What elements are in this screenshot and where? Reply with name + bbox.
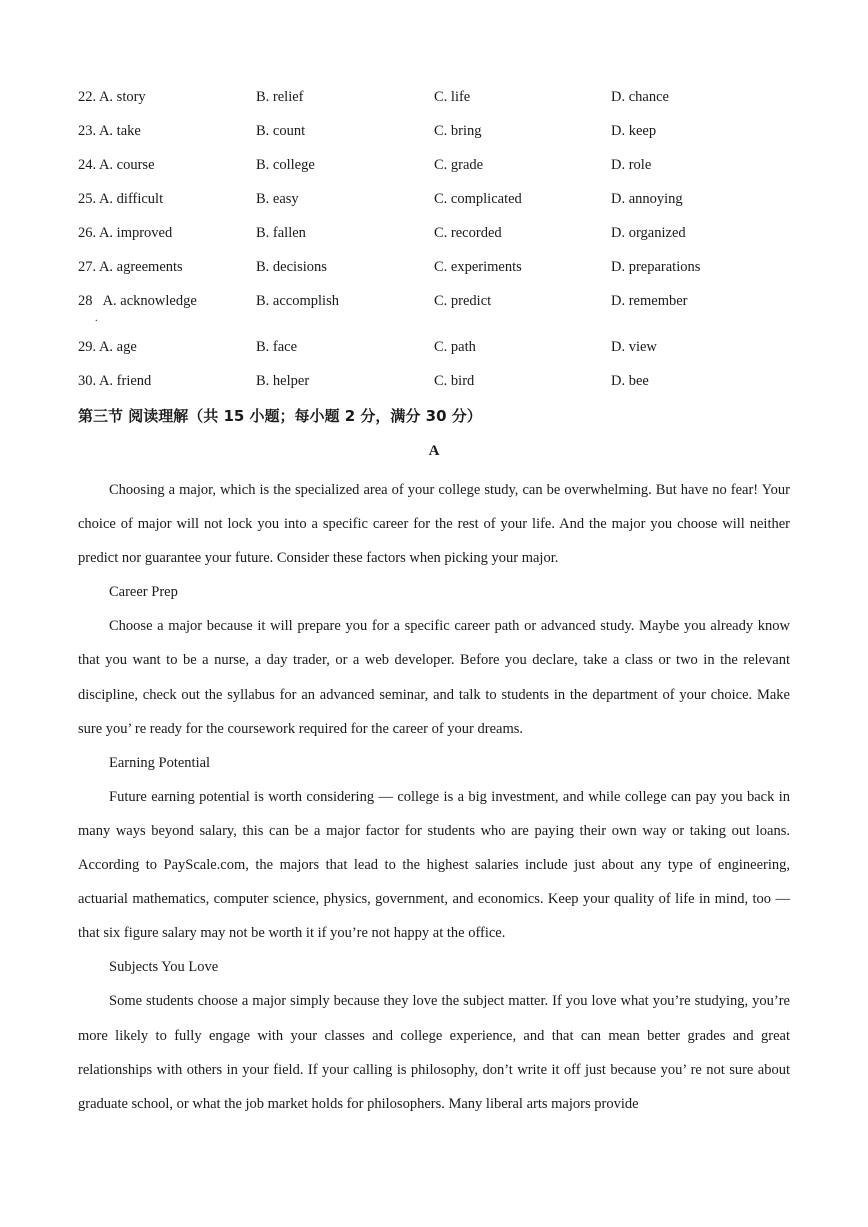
question-number-dot: . <box>95 313 98 324</box>
question-row-23 <box>78 120 798 154</box>
option-c: C. bird <box>434 373 475 389</box>
option-a: 26. A. improved <box>78 225 173 241</box>
option-c: C. grade <box>434 157 484 173</box>
subheading-subjects-you-love: Subjects You Love <box>109 959 219 976</box>
question-row-25 <box>78 188 798 222</box>
option-a: 23. A. take <box>78 123 141 139</box>
subheading-earning-potential: Earning Potential <box>109 754 211 771</box>
option-b: B. count <box>256 123 306 139</box>
question-row-26 <box>78 222 798 256</box>
option-c: C. path <box>434 339 476 355</box>
option-c: C. complicated <box>434 191 522 207</box>
question-row-27 <box>78 256 798 290</box>
question-row-22 <box>78 86 798 120</box>
option-d: D. annoying <box>611 191 683 207</box>
answer-options-block <box>78 86 798 404</box>
option-b: B. fallen <box>256 225 306 241</box>
option-d: D. preparations <box>611 259 701 275</box>
option-b: B. decisions <box>256 259 327 275</box>
passage-label: A <box>428 443 440 459</box>
question-row-28 <box>78 290 798 336</box>
option-d: D. remember <box>611 293 688 309</box>
paragraph-subjects-you-love: Some students choose a major simply because they love the subject matter. If you love what you’re studying, you’re more likely to fully engage with your classes and college experience, and that can mean better grades and great relationships with others in your field. If your calling is philosophy, don’t write it off just because you’ re not sure about graduate school, or what the job market holds for philosophers. Many liberal arts majors provide <box>78 993 790 1112</box>
option-c: C. predict <box>434 293 492 309</box>
option-b: B. accomplish <box>256 293 339 309</box>
subheading-career-prep: Career Prep <box>109 584 178 601</box>
question-row-24 <box>78 154 798 188</box>
option-a: 25. A. difficult <box>78 191 164 207</box>
paragraph-earning-potential: Future earning potential is worth considering — college is a big investment, and while college can pay you back in many ways beyond salary, this can be a major factor for students who are paying their own way or taking out loans. According to PayScale.com, the majors that lead to the highest salaries include just about any type of engineering, actuarial mathematics, computer science, physics, government, and economics. Keep your quality of life in mind, too — that six figure salary may not be worth it if you’re not happy at the office. <box>78 788 790 942</box>
reading-passage <box>78 473 790 1121</box>
option-b: B. relief <box>256 89 304 105</box>
option-c: C. recorded <box>434 225 502 241</box>
option-b: B. college <box>256 157 315 173</box>
passage-intro: Choosing a major, which is the specialized area of your college study, can be overwhelming. But have no fear! Your choice of major will not lock you into a specific career for the rest of your life. And the major you choose will neither predict nor guarantee your future. Consider these factors when picking your major. <box>78 482 790 567</box>
option-a: 30. A. friend <box>78 373 152 389</box>
option-d: D. bee <box>611 373 649 389</box>
option-c: C. bring <box>434 123 482 139</box>
option-a: 27. A. agreements <box>78 259 183 275</box>
option-a: 29. A. age <box>78 339 137 355</box>
option-b: B. face <box>256 339 298 355</box>
option-d: D. keep <box>611 123 657 139</box>
question-row-29 <box>78 336 798 370</box>
option-b: B. easy <box>256 191 299 207</box>
section-heading: 第三节 阅读理解（共 15 小题；每小题 2 分，满分 30 分） <box>78 407 482 425</box>
option-d: D. chance <box>611 89 669 105</box>
option-a: 28 A. acknowledge <box>78 293 197 309</box>
question-row-30 <box>78 370 798 404</box>
option-a: 22. A. story <box>78 89 146 105</box>
option-a: 24. A. course <box>78 157 155 173</box>
option-d: D. view <box>611 339 657 355</box>
option-d: D. organized <box>611 225 686 241</box>
paragraph-career-prep: Choose a major because it will prepare you for a specific career path or advanced study. Maybe you already know that you want to be a nurse, a day trader, or a web developer. Before you declare, take a class or two in the relevant discipline, check out the syllabus for an advanced seminar, and talk to students in the department of your choice. Make sure you’ re ready for the coursework required for the career of your dreams. <box>78 618 790 737</box>
option-c: C. life <box>434 89 471 105</box>
option-d: D. role <box>611 157 652 173</box>
option-b: B. helper <box>256 373 310 389</box>
option-c: C. experiments <box>434 259 522 275</box>
